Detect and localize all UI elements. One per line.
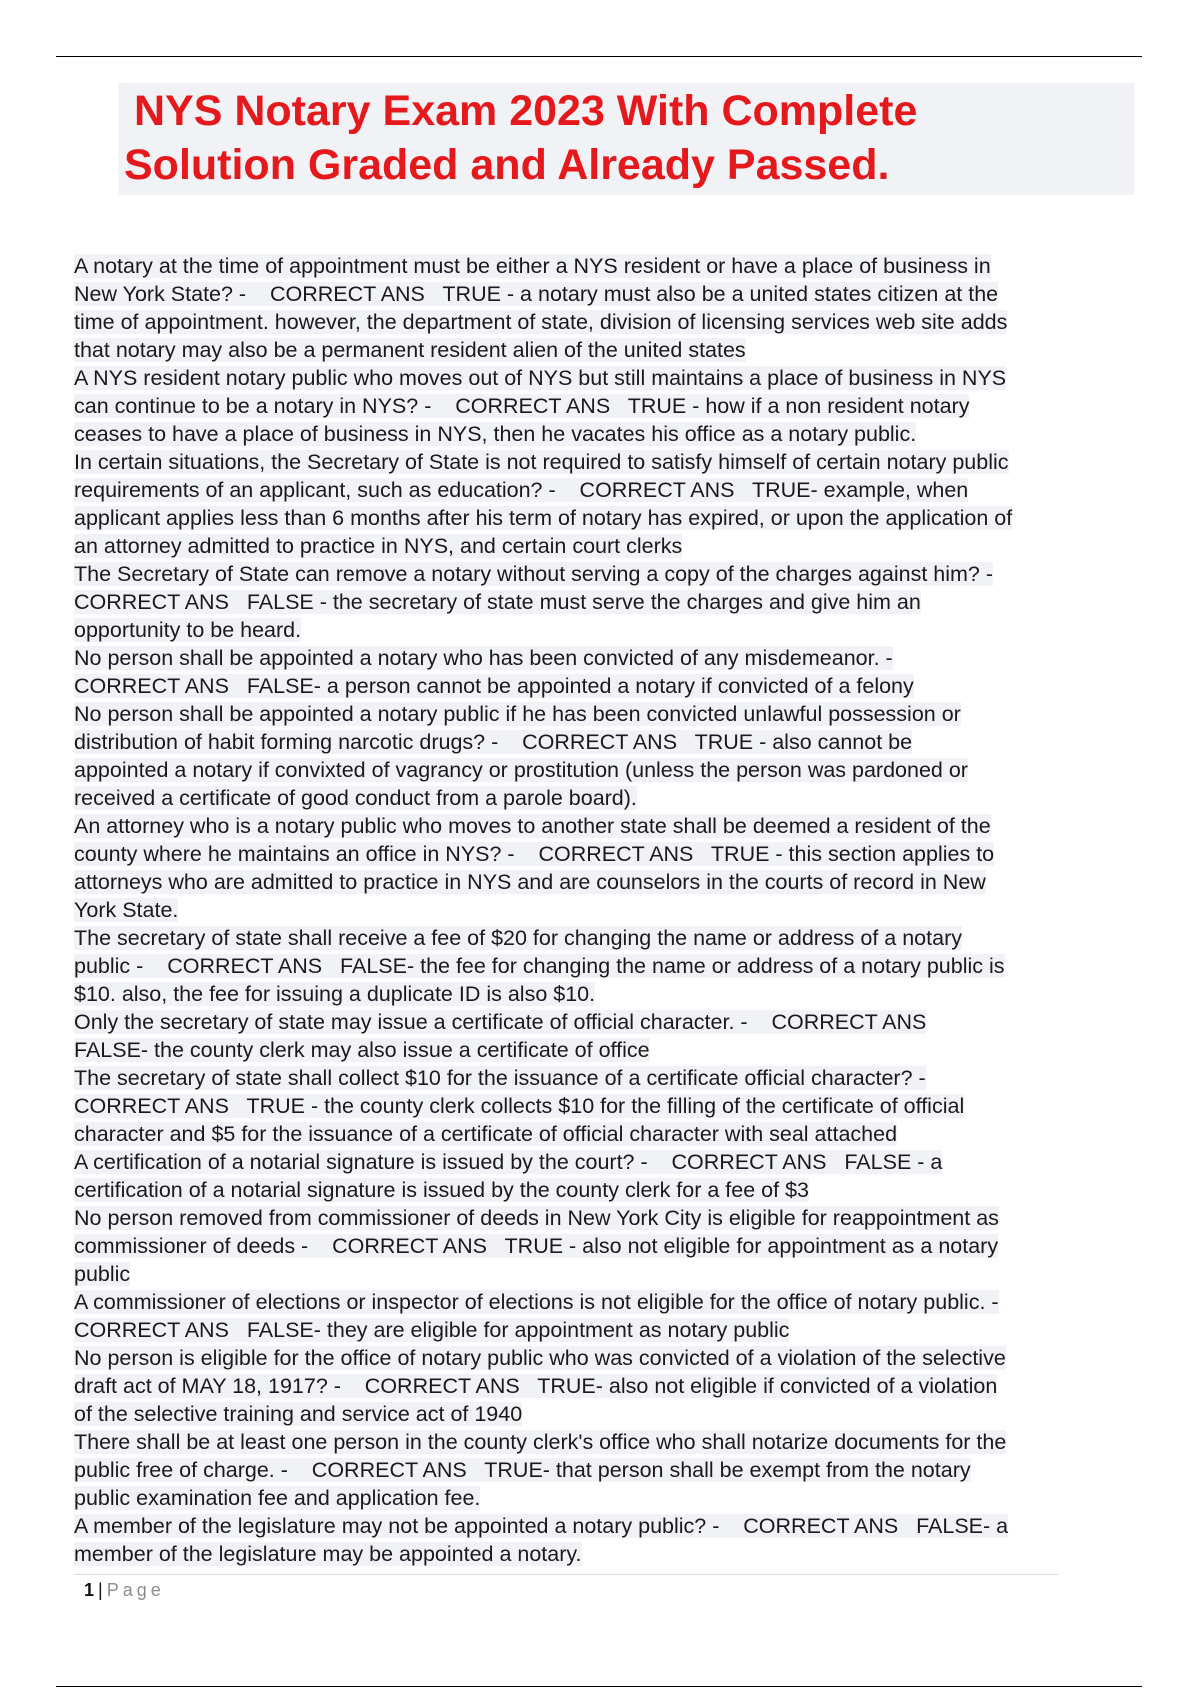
text-line-content: No person is eligible for the office of notary public who was convicted of a violation of the selective — [74, 1346, 1006, 1370]
text-line — [74, 644, 1134, 672]
text-line — [74, 1120, 1134, 1148]
text-line — [74, 1204, 1134, 1232]
text-line — [74, 336, 1134, 364]
text-line — [74, 1092, 1134, 1120]
text-line — [74, 1400, 1134, 1428]
text-line — [74, 364, 1134, 392]
text-line-content: public examination fee and application fee. — [74, 1486, 481, 1510]
text-line-content: attorneys who are admitted to practice in NYS and are counselors in the courts of record in New — [74, 870, 986, 894]
text-line — [74, 1232, 1134, 1260]
text-line-content: of the selective training and service act of 1940 — [74, 1402, 523, 1426]
text-line-content: an attorney admitted to practice in NYS, and certain court clerks — [74, 534, 683, 558]
text-line-content: A commissioner of elections or inspector of elections is not eligible for the office of notary public. - — [74, 1290, 999, 1314]
text-line — [74, 980, 1134, 1008]
text-line-content: CORRECT ANS TRUE - the county clerk collects $10 for the filling of the certificate of official — [74, 1094, 965, 1118]
text-line-content: No person removed from commissioner of deeds in New York City is eligible for reappointment as — [74, 1206, 999, 1230]
text-line-content: appointed a notary if convixted of vagrancy or prostitution (unless the person was pardoned or — [74, 758, 968, 782]
text-line-content: received a certificate of good conduct from a parole board). — [74, 786, 637, 810]
footer-separator: | — [98, 1580, 103, 1600]
text-line-content: CORRECT ANS FALSE- they are eligible for appointment as notary public — [74, 1318, 790, 1342]
text-line — [74, 448, 1134, 476]
text-line — [74, 252, 1134, 280]
page-label: Page — [106, 1580, 165, 1600]
text-line — [74, 840, 1134, 868]
text-line-content: A notary at the time of appointment must be either a NYS resident or have a place of business in — [74, 254, 991, 278]
text-line — [74, 728, 1134, 756]
text-line — [74, 560, 1134, 588]
text-line-content: York State. — [74, 898, 179, 922]
text-line-content: The Secretary of State can remove a notary without serving a copy of the charges against him? - — [74, 562, 993, 586]
text-line-content: distribution of habit forming narcotic drugs? - CORRECT ANS TRUE - also cannot be — [74, 730, 913, 754]
text-line-content: No person shall be appointed a notary who has been convicted of any misdemeanor. - — [74, 646, 893, 670]
text-line — [74, 1148, 1134, 1176]
text-line-content: that notary may also be a permanent resident alien of the united states — [74, 338, 746, 362]
text-line-content: applicant applies less than 6 months after his term of notary has expired, or upon the application of — [74, 506, 1013, 530]
page-footer — [84, 1578, 165, 1602]
text-line — [74, 1344, 1134, 1372]
text-line — [74, 588, 1134, 616]
text-line — [74, 672, 1134, 700]
text-line-content: CORRECT ANS FALSE- a person cannot be appointed a notary if convicted of a felony — [74, 674, 914, 698]
text-line — [74, 700, 1134, 728]
text-line — [74, 420, 1134, 448]
text-line — [74, 756, 1134, 784]
top-rule — [56, 56, 1142, 57]
text-line — [74, 1176, 1134, 1204]
text-line-content: A certification of a notarial signature is issued by the court? - CORRECT ANS FALSE - a — [74, 1150, 943, 1174]
text-line-content: draft act of MAY 18, 1917? - CORRECT ANS TRUE- also not eligible if convicted of a violation — [74, 1374, 998, 1398]
text-line-content: No person shall be appointed a notary public if he has been convicted unlawful possession or — [74, 702, 961, 726]
text-line-content: public - CORRECT ANS FALSE- the fee for changing the name or address of a notary public is — [74, 954, 1005, 978]
text-line-content: member of the legislature may be appointed a notary. — [74, 1542, 582, 1566]
text-line — [74, 616, 1134, 644]
text-line — [74, 308, 1134, 336]
text-line-content: $10. also, the fee for issuing a duplicate ID is also $10. — [74, 982, 596, 1006]
text-line-content: The secretary of state shall receive a fee of $20 for changing the name or address of a notary — [74, 926, 962, 950]
text-line-content: public free of charge. - CORRECT ANS TRUE- that person shall be exempt from the notary — [74, 1458, 971, 1482]
text-line-content: public — [74, 1262, 131, 1286]
text-line-content: ceases to have a place of business in NYS, then he vacates his office as a notary public. — [74, 422, 917, 446]
text-line — [74, 1288, 1134, 1316]
text-line-content: requirements of an applicant, such as education? - CORRECT ANS TRUE- example, when — [74, 478, 969, 502]
title-line-2: Solution Graded and Already Passed. — [124, 141, 890, 189]
document-body — [74, 252, 1134, 1568]
text-line — [74, 1512, 1134, 1540]
text-line — [74, 868, 1134, 896]
text-line — [74, 924, 1134, 952]
text-line — [74, 812, 1134, 840]
text-line-content: CORRECT ANS FALSE - the secretary of state must serve the charges and give him an — [74, 590, 921, 614]
text-line — [74, 784, 1134, 812]
text-line — [74, 476, 1134, 504]
document-title — [118, 83, 1134, 195]
text-line — [74, 952, 1134, 980]
text-line-content: A NYS resident notary public who moves out of NYS but still maintains a place of business in NYS — [74, 366, 1007, 390]
text-line-content: FALSE- the county clerk may also issue a certificate of office — [74, 1038, 650, 1062]
text-line — [74, 532, 1134, 560]
text-line — [74, 1540, 1134, 1568]
text-line — [74, 392, 1134, 420]
text-line — [74, 504, 1134, 532]
text-line-content: time of appointment. however, the department of state, division of licensing services web site adds — [74, 310, 1008, 334]
text-line — [74, 1372, 1134, 1400]
text-line — [74, 1064, 1134, 1092]
text-line-content: A member of the legislature may not be appointed a notary public? - CORRECT ANS FALSE- a — [74, 1514, 1009, 1538]
text-line-content: can continue to be a notary in NYS? - CORRECT ANS TRUE - how if a non resident notary — [74, 394, 970, 418]
title-line-1: NYS Notary Exam 2023 With Complete — [134, 87, 918, 135]
text-line-content: The secretary of state shall collect $10 for the issuance of a certificate official character? - — [74, 1066, 926, 1090]
text-line — [74, 1484, 1134, 1512]
bottom-rule — [56, 1686, 1142, 1687]
text-line-content: New York State? - CORRECT ANS TRUE - a notary must also be a united states citizen at the — [74, 282, 999, 306]
footer-rule — [74, 1574, 1058, 1575]
text-line-content: character and $5 for the issuance of a certificate of official character with seal attached — [74, 1122, 898, 1146]
text-line — [74, 1316, 1134, 1344]
text-line — [74, 896, 1134, 924]
text-line — [74, 1260, 1134, 1288]
text-line — [74, 1456, 1134, 1484]
text-line-content: county where he maintains an office in NYS? - CORRECT ANS TRUE - this section applies to — [74, 842, 995, 866]
text-line-content: Only the secretary of state may issue a certificate of official character. - CORRECT ANS — [74, 1010, 927, 1034]
text-line-content: In certain situations, the Secretary of State is not required to satisfy himself of certain notary public — [74, 450, 1009, 474]
text-line-content: There shall be at least one person in the county clerk's office who shall notarize documents for the — [74, 1430, 1007, 1454]
page-number: 1 — [84, 1580, 95, 1600]
text-line-content: opportunity to be heard. — [74, 618, 302, 642]
text-line — [74, 1036, 1134, 1064]
text-line — [74, 280, 1134, 308]
text-line-content: commissioner of deeds - CORRECT ANS TRUE - also not eligible for appointment as a notary — [74, 1234, 999, 1258]
text-line — [74, 1008, 1134, 1036]
text-line-content: An attorney who is a notary public who moves to another state shall be deemed a resident of the — [74, 814, 991, 838]
text-line-content: certification of a notarial signature is issued by the county clerk for a fee of $3 — [74, 1178, 809, 1202]
text-line — [74, 1428, 1134, 1456]
